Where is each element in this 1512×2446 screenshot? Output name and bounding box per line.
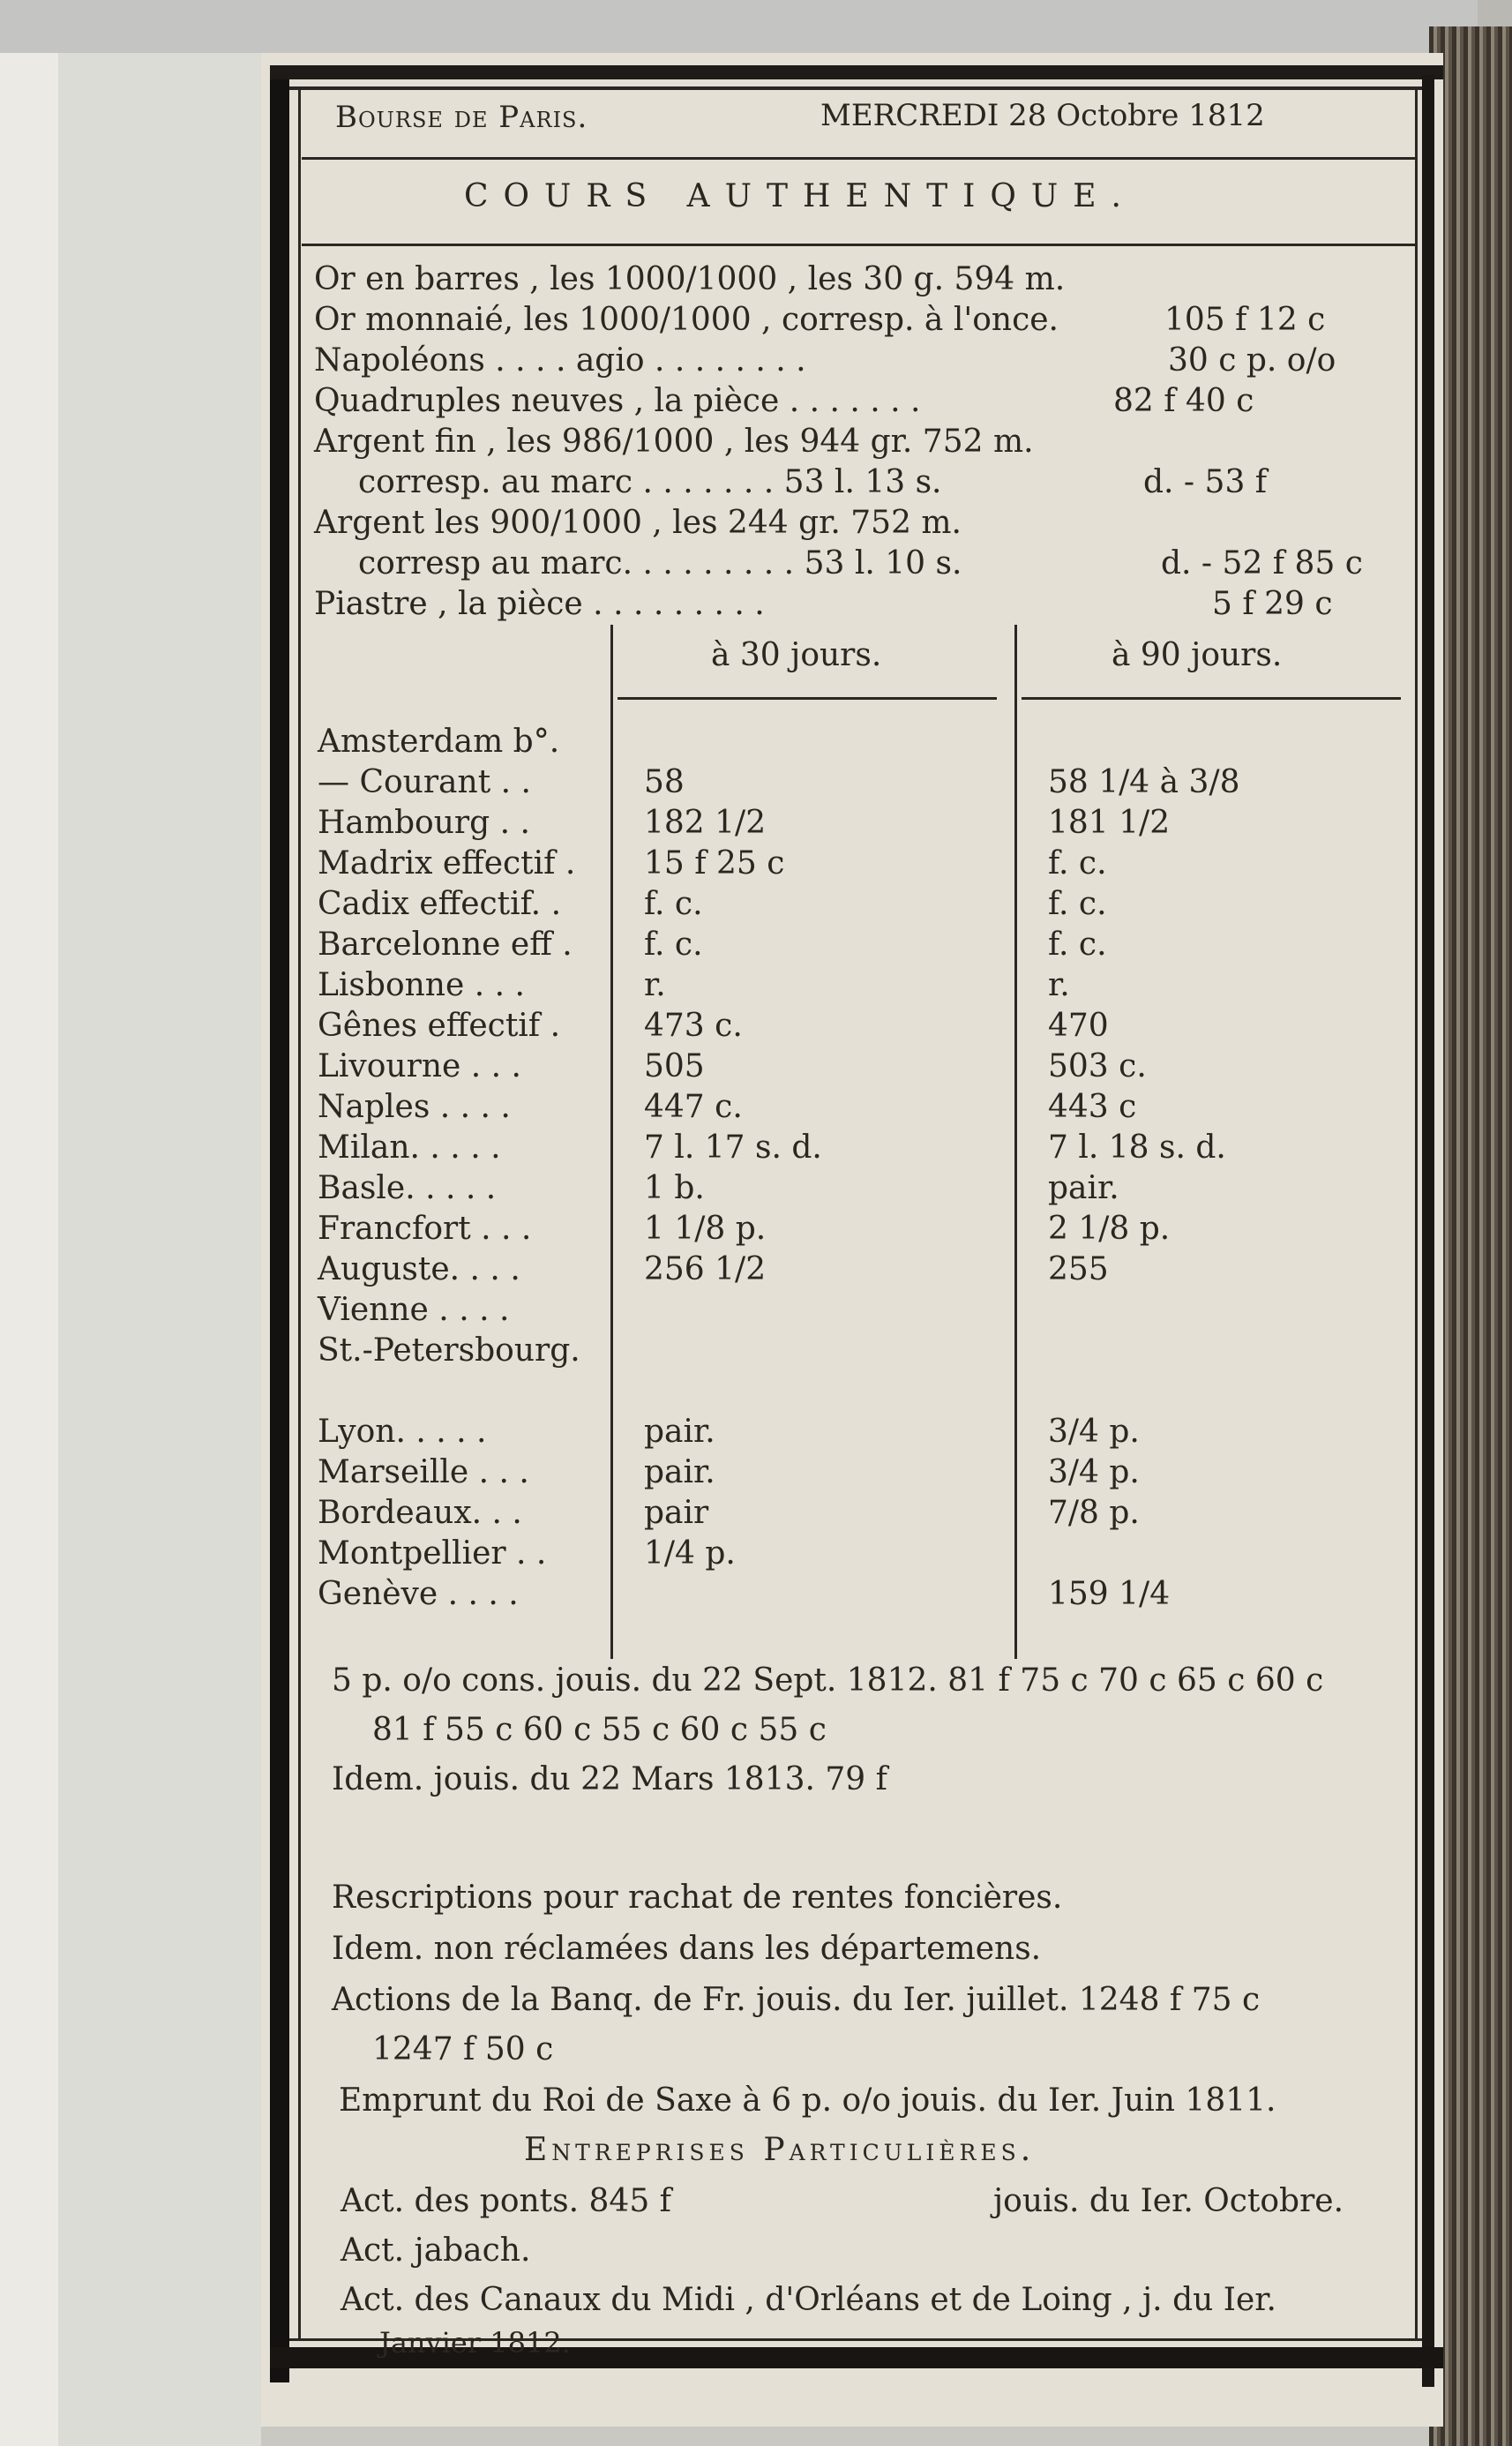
exchange-value-30: 1 1/8 p.: [644, 1211, 767, 1247]
exchange-value-90: 58 1/4 à 3/8: [1048, 764, 1240, 800]
exchange-value-90: 255: [1048, 1251, 1109, 1287]
exchange-value-30: 1/4 p.: [644, 1535, 736, 1572]
metal-row: Argent les 900/1000 , les 244 gr. 752 m.: [314, 505, 962, 541]
exchange-value-90: 470: [1048, 1008, 1109, 1044]
exchange-value-90: 7 l. 18 s. d.: [1048, 1129, 1226, 1166]
exchange-place: Naples . . . .: [318, 1089, 511, 1125]
exchange-value-30: 15 f 25 c: [644, 845, 785, 882]
exchange-place: Montpellier . .: [318, 1535, 547, 1572]
metal-row: Quadruples neuves , la pièce . . . . . . .: [314, 383, 921, 419]
frame-border-top: [270, 65, 1443, 79]
exchange-place: Bordeaux. . .: [318, 1495, 522, 1531]
exchange-value-30: 182 1/2: [644, 805, 767, 841]
exchange-value-90: 443 c: [1048, 1089, 1137, 1125]
metal-value: 30 c p. o/o: [1168, 342, 1336, 379]
exchange-place: Marseille . . .: [318, 1454, 529, 1490]
exchange-place: Basle. . . . .: [318, 1170, 497, 1206]
page-gutter: [58, 53, 261, 2446]
exchange-value-90: f. c.: [1048, 886, 1107, 922]
exchange-place: Milan. . . . .: [318, 1129, 501, 1166]
bulletin-page: [261, 53, 1443, 2427]
exchange-value-30: 256 1/2: [644, 1251, 767, 1287]
entreprise-canaux-date: Janvier 1812.: [379, 2326, 571, 2360]
frame-border-left: [270, 79, 289, 2382]
header-bourse: Bourse de Paris.: [335, 100, 588, 135]
column-header-90: à 90 jours.: [1112, 637, 1283, 673]
exchange-place: Madrix effectif .: [318, 845, 576, 882]
exchange-divider-1: [610, 625, 613, 1659]
entreprise-canaux: Act. des Canaux du Midi , d'Orléans et de Loing , j. du Ier.: [341, 2282, 1276, 2318]
exchange-value-30: 1 b.: [644, 1170, 705, 1206]
column-rule-90: [1022, 697, 1401, 700]
fund-row: 81 f 55 c 60 c 55 c 60 c 55 c: [372, 1712, 827, 1748]
exchange-value-90: 2 1/8 p.: [1048, 1211, 1171, 1247]
metal-value: 105 f 12 c: [1164, 302, 1326, 338]
exchange-value-90: 181 1/2: [1048, 805, 1171, 841]
exchange-value-30: 7 l. 17 s. d.: [644, 1129, 822, 1166]
fund-row: 1247 f 50 c: [372, 2031, 554, 2067]
metal-value: d. - 52 f 85 c: [1161, 545, 1363, 581]
entreprise-ponts: Act. des ponts. 845 f: [341, 2183, 671, 2219]
exchange-place: Gênes effectif .: [318, 1008, 561, 1044]
metal-row: Piastre , la pièce . . . . . . . . .: [314, 586, 765, 622]
exchange-value-30: r.: [644, 967, 666, 1003]
metal-row: Napoléons . . . . agio . . . . . . . .: [314, 342, 806, 379]
exchange-value-90: 3/4 p.: [1048, 1454, 1140, 1490]
frame-border-right: [1422, 75, 1434, 2387]
exchange-value-90: r.: [1048, 967, 1070, 1003]
exchange-place: Francfort . . .: [318, 1211, 532, 1247]
exchange-value-90: 7/8 p.: [1048, 1495, 1140, 1531]
exchange-value-30: 473 c.: [644, 1008, 743, 1044]
exchange-value-90: pair.: [1048, 1170, 1119, 1206]
metal-row: Or monnaié, les 1000/1000 , corresp. à l'once.: [314, 302, 1059, 338]
exchange-place: Auguste. . . .: [318, 1251, 520, 1287]
exchange-place: Amsterdam b°.: [318, 724, 560, 760]
header-date: MERCREDI 28 Octobre 1812: [820, 98, 1265, 133]
fund-row: Actions de la Banq. de Fr. jouis. du Ier. juillet. 1248 f 75 c: [332, 1982, 1261, 2018]
exchange-place: Cadix effectif. .: [318, 886, 562, 922]
exchange-value-30: 58: [644, 764, 685, 800]
metal-row: corresp. au marc . . . . . . . 53 l. 13 s.: [358, 464, 942, 500]
exchange-value-90: 159 1/4: [1048, 1576, 1171, 1612]
exchange-place: Lyon. . . . .: [318, 1414, 487, 1450]
fund-row: Idem. jouis. du 22 Mars 1813. 79 f: [332, 1761, 887, 1797]
metal-row: Argent fin , les 986/1000 , les 944 gr. 752 m.: [314, 424, 1034, 460]
exchange-value-30: f. c.: [644, 927, 703, 963]
fund-row: Rescriptions pour rachat de rentes foncières.: [332, 1880, 1063, 1916]
exchange-value-90: f. c.: [1048, 845, 1107, 882]
exchange-place: — Courant . .: [318, 764, 531, 800]
book-spine: [0, 53, 58, 2446]
frame-rule-top: [277, 86, 1422, 90]
exchange-value-30: f. c.: [644, 886, 703, 922]
metal-value: d. - 53 f: [1143, 464, 1268, 500]
header-rule: [302, 157, 1415, 160]
fund-row: Idem. non réclamées dans les départemens.: [332, 1931, 1042, 1967]
title-rule: [302, 244, 1415, 246]
exchange-place: St.-Petersbourg.: [318, 1332, 580, 1369]
frame-inner-right: [1415, 90, 1418, 2338]
exchange-value-90: 503 c.: [1048, 1048, 1147, 1084]
metal-value: 5 f 29 c: [1212, 586, 1333, 622]
entreprise-jabach: Act. jabach.: [341, 2232, 531, 2269]
column-rule-30: [618, 697, 997, 700]
exchange-value-90: 3/4 p.: [1048, 1414, 1140, 1450]
exchange-place: Vienne . . . .: [318, 1292, 510, 1328]
exchange-value-30: pair: [644, 1495, 709, 1531]
column-header-30: à 30 jours.: [711, 637, 882, 673]
exchange-divider-2: [1014, 625, 1017, 1659]
metal-value: 82 f 40 c: [1113, 383, 1254, 419]
fund-row: Emprunt du Roi de Saxe à 6 p. o/o jouis. du Ier. Juin 1811.: [339, 2082, 1276, 2119]
entreprise-ponts-jouis: jouis. du Ier. Octobre.: [993, 2183, 1344, 2219]
exchange-place: Barcelonne eff .: [318, 927, 573, 963]
exchange-value-30: 447 c.: [644, 1089, 743, 1125]
exchange-place: Livourne . . .: [318, 1048, 521, 1084]
metal-row: Or en barres , les 1000/1000 , les 30 g. 594 m.: [314, 261, 1066, 297]
page-title: COURS AUTHENTIQUE.: [464, 178, 1136, 214]
exchange-place: Hambourg . .: [318, 805, 530, 841]
exchange-place: Lisbonne . . .: [318, 967, 525, 1003]
exchange-value-30: pair.: [644, 1454, 715, 1490]
fund-row: 5 p. o/o cons. jouis. du 22 Sept. 1812. 81 f 75 c 70 c 65 c 60 c: [332, 1662, 1324, 1699]
entreprises-title: Entreprises Particulières.: [524, 2132, 1036, 2168]
exchange-value-90: f. c.: [1048, 927, 1107, 963]
frame-inner-left: [298, 90, 301, 2338]
exchange-place: Genève . . . .: [318, 1576, 519, 1612]
exchange-value-30: 505: [644, 1048, 705, 1084]
exchange-value-30: pair.: [644, 1414, 715, 1450]
metal-row: corresp au marc. . . . . . . . . 53 l. 10 s.: [358, 545, 962, 581]
